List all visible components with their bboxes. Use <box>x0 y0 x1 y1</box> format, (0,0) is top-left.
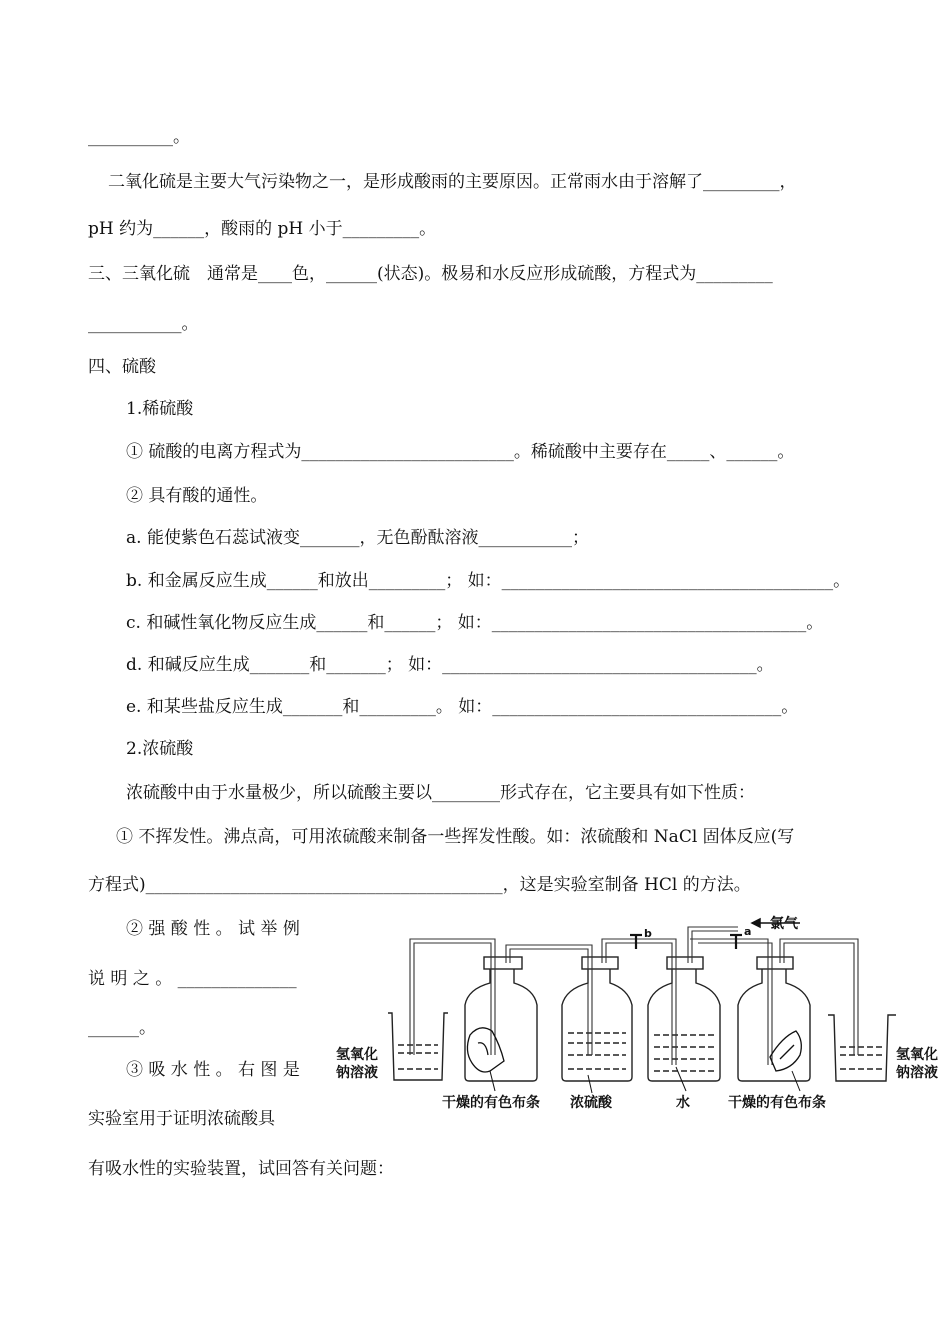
text-line-14: e. 和某些盐反应生成_______和_________。 如：__________________________________。 <box>126 697 799 717</box>
text-line-12: c. 和碱性氧化物反应生成______和______； 如：_____________________________________。 <box>126 613 824 633</box>
water-label: 水 <box>676 1095 690 1111</box>
text-line-4: 三、三氧化硫 通常是____色，______(状态)。极易和水反应形成硫酸，方程式为_________ <box>88 264 773 284</box>
text-line-19: ② 强 酸 性 。 试 举 例 <box>126 919 300 939</box>
valve-b-label: b <box>644 927 652 940</box>
bottle-2 <box>562 968 632 1081</box>
text-line-23: 实验室用于证明浓硫酸具 <box>88 1109 275 1129</box>
dry-cloth-left-label: 干燥的有色布条 <box>442 1095 540 1111</box>
dry-cloth-right-label: 干燥的有色布条 <box>728 1095 826 1111</box>
subheading-dilute-acid: 1.稀硫酸 <box>126 399 194 419</box>
text-line-11: b. 和金属反应生成______和放出_________； 如：_______________________________________。 <box>126 571 851 591</box>
text-line-18: 方程式)__________________________________________，这是实验室制备 HCl 的方法。 <box>88 875 751 895</box>
chlorine-label: 氯气 <box>770 916 798 932</box>
subheading-concentrated-acid: 2.浓硫酸 <box>126 739 194 759</box>
text-line-5: ___________。 <box>88 314 199 334</box>
beaker-right <box>828 1015 896 1081</box>
text-line-2: 二氧化硫是主要大气污染物之一，是形成酸雨的主要原因。正常雨水由于溶解了_________， <box>108 172 797 192</box>
section-heading-sulfuric-acid: 四、硫酸 <box>88 357 156 377</box>
cloth-right <box>770 1031 801 1071</box>
text-line-10: a. 能使紫色石蕊试液变_______，无色酚酞溶液___________； <box>126 528 589 548</box>
beaker-left <box>388 1013 448 1080</box>
text-line-21: ______。 <box>88 1018 156 1038</box>
valve-a-label: a <box>744 925 752 938</box>
conc-acid-label: 浓硫酸 <box>570 1095 612 1111</box>
text-line-13: d. 和碱反应生成_______和_______； 如：_____________________________________。 <box>126 655 774 675</box>
naoh-left-label-1: 氢氧化 <box>336 1047 378 1063</box>
text-line-20: 说 明 之 。 ______________ <box>88 969 297 989</box>
text-line-16: 浓硫酸中由于水量极少，所以硫酸主要以________形式存在，它主要具有如下性质： <box>126 783 755 803</box>
bottle-4 <box>738 968 810 1081</box>
text-line-8: ① 硫酸的电离方程式为_________________________。稀硫酸中主要存在_____、______。 <box>126 442 795 462</box>
naoh-left-label-2: 钠溶液 <box>336 1065 378 1081</box>
apparatus-diagram <box>330 905 945 1125</box>
naoh-right-label-2: 钠溶液 <box>896 1065 938 1081</box>
bottle-3 <box>648 968 720 1081</box>
bottle-1 <box>465 968 537 1081</box>
text-line-17: ① 不挥发性。沸点高，可用浓硫酸来制备一些挥发性酸。如：浓硫酸和 NaCl 固体反应(写 <box>116 827 795 847</box>
naoh-right-label-1: 氢氧化 <box>896 1047 938 1063</box>
text-line-24: 有吸水性的实验装置，试回答有关问题： <box>88 1159 394 1179</box>
text-line-22: ③ 吸 水 性 。 右 图 是 <box>126 1060 300 1080</box>
cloth-left <box>467 1028 504 1072</box>
text-line-1: __________。 <box>88 127 190 147</box>
text-line-9: ② 具有酸的通性。 <box>126 486 268 506</box>
text-line-3: pH 约为______，酸雨的 pH 小于_________。 <box>88 219 437 239</box>
